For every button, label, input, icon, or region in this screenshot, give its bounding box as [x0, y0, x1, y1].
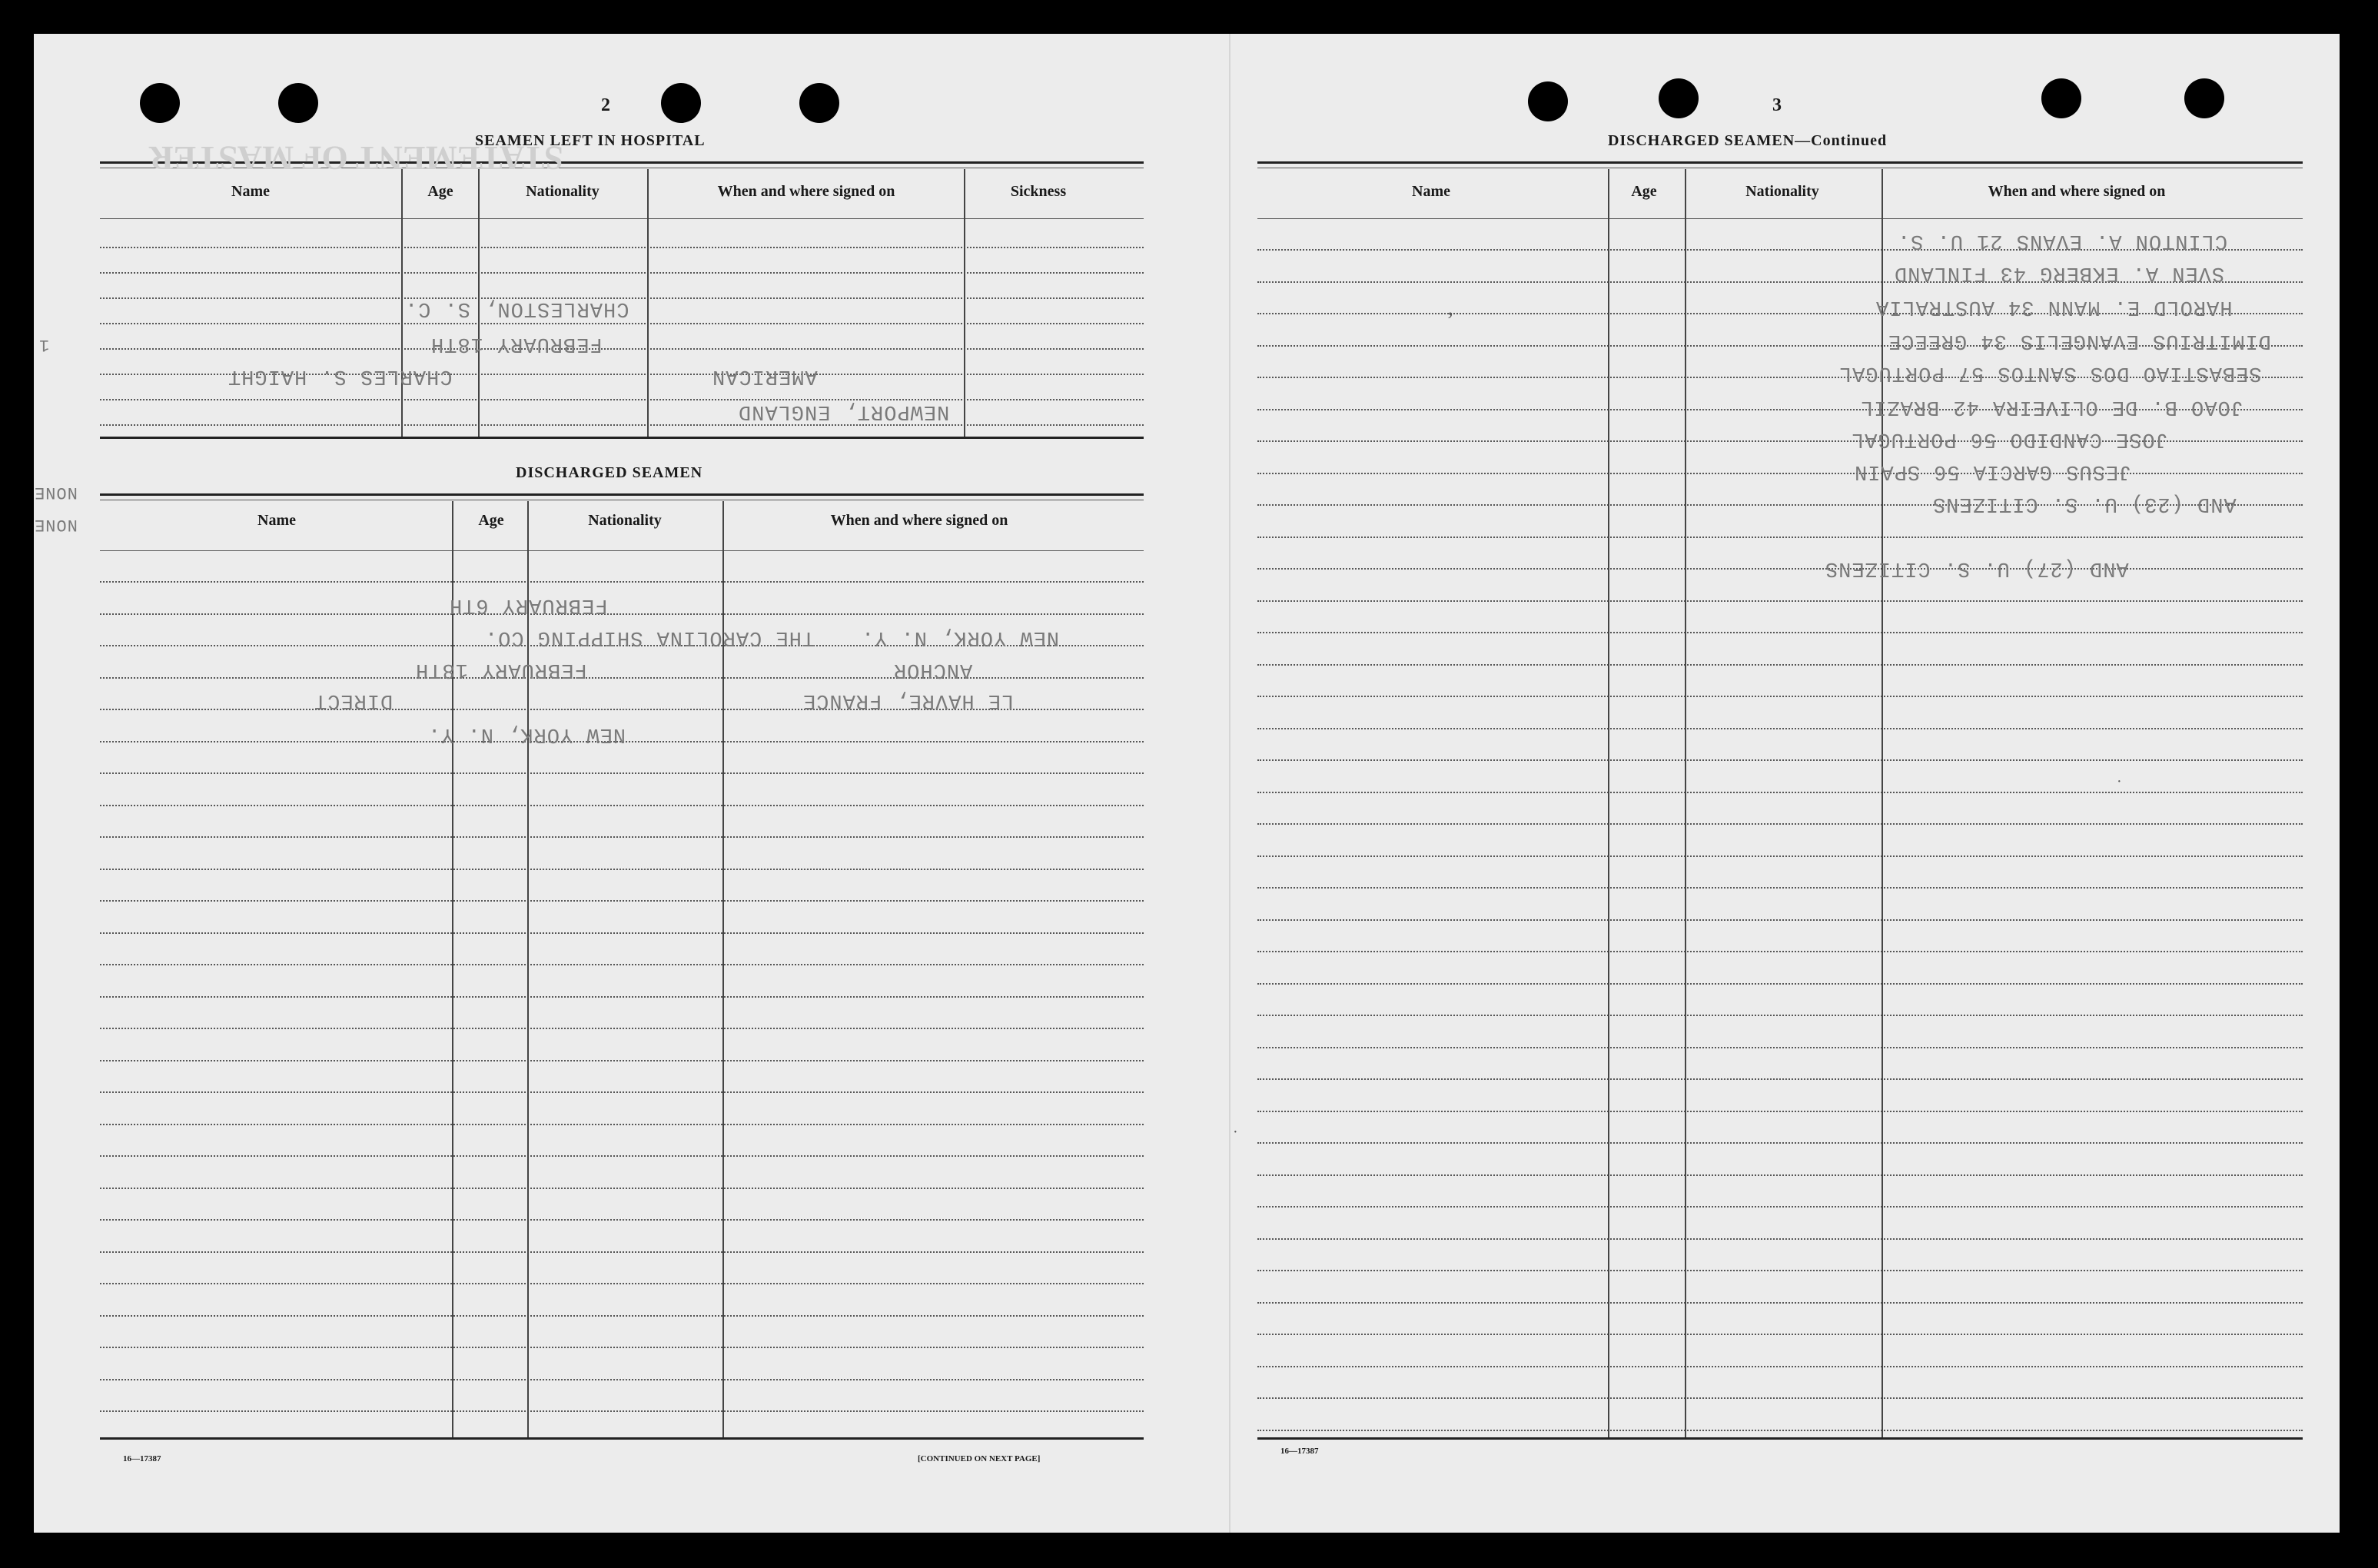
row-rule: [1257, 1015, 2303, 1016]
col-rule: [401, 169, 403, 437]
stray-mark: ·: [2117, 773, 2122, 790]
stray-mark: ’: [1446, 307, 1454, 333]
hospital-col-age: Age: [427, 183, 453, 200]
col-rule: [452, 501, 453, 1437]
footer-form-number-right: 16—17387: [1280, 1447, 1319, 1456]
row-rule: [100, 581, 1144, 583]
row-rule: [100, 613, 1144, 615]
punch-hole: [278, 83, 318, 123]
right-col-name: Name: [1412, 183, 1450, 200]
row-rule: [1257, 983, 2303, 985]
row-rule: [100, 1091, 1144, 1093]
row-rule: [100, 869, 1144, 870]
row-rule: [100, 1028, 1144, 1029]
col-rule: [647, 169, 649, 437]
row-rule: [100, 323, 1144, 324]
bleed-text: DIRECT: [314, 689, 394, 712]
bleed-text: THE CAROLINA SHIPPING CO.: [484, 626, 815, 649]
row-rule: [1257, 664, 2303, 666]
bleed-text: LE HAVRE, FRANCE: [802, 689, 1015, 712]
discharged-col-nationality: Nationality: [588, 512, 662, 529]
bleed-text: NEWPORT, ENGLAND: [738, 400, 950, 423]
row-rule: [1257, 1047, 2303, 1048]
row-rule: [1257, 887, 2303, 889]
row-rule: [1257, 1111, 2303, 1112]
row-rule: [100, 1379, 1144, 1380]
row-rule: [100, 1219, 1144, 1221]
row-rule: [100, 772, 1144, 774]
col-rule: [964, 169, 965, 437]
bleed-text: CHARLESTON, S. C.: [404, 297, 629, 320]
bleed-text: NEW YORK, N. Y.: [861, 626, 1060, 649]
row-rule: [1257, 855, 2303, 857]
bleed-text: FEBRUARY 18TH: [430, 332, 603, 355]
rule: [100, 550, 1144, 551]
row-rule: [100, 1124, 1144, 1125]
row-rule: [1257, 1397, 2303, 1399]
row-rule: [100, 348, 1144, 350]
page-number-left: 2: [601, 95, 610, 115]
right-col-nationality: Nationality: [1745, 183, 1819, 200]
bleed-text: JOAO B. DE OLIVEIRA 42 BRAZIL: [1860, 395, 2243, 418]
rule: [100, 218, 1144, 219]
bleed-text: FEBRUARY 6TH: [449, 593, 608, 616]
bleed-text: AMERICAN: [712, 364, 818, 387]
row-rule: [1257, 823, 2303, 825]
row-rule: [100, 900, 1144, 902]
discharged-continued-title: DISCHARGED SEAMEN—Continued: [1608, 132, 1888, 149]
row-rule: [1257, 1270, 2303, 1271]
hospital-col-nationality: Nationality: [526, 183, 599, 200]
page-fold: [1229, 34, 1231, 1533]
bleed-text: HAROLD E. MANN 34 AUSTRALIA: [1875, 295, 2233, 318]
col-rule: [1685, 169, 1686, 1437]
row-rule: [100, 1315, 1144, 1317]
row-rule: [1257, 473, 2303, 474]
bleed-text: 1: [38, 335, 50, 354]
row-rule: [100, 1060, 1144, 1061]
row-rule: [100, 964, 1144, 965]
punch-hole: [140, 83, 180, 123]
row-rule: [100, 996, 1144, 998]
row-rule: [100, 1155, 1144, 1157]
punch-hole: [661, 83, 701, 123]
rule: [1257, 161, 2303, 164]
row-rule: [1257, 919, 2303, 921]
punch-hole: [2184, 78, 2224, 118]
row-rule: [1257, 632, 2303, 633]
punch-hole: [1659, 78, 1699, 118]
rule: [100, 437, 1144, 439]
row-rule: [1257, 1302, 2303, 1304]
row-rule: [100, 1410, 1144, 1412]
row-rule: [1257, 1142, 2303, 1144]
row-rule: [1257, 951, 2303, 952]
hospital-col-name: Name: [231, 183, 270, 200]
row-rule: [100, 932, 1144, 934]
bleed-text: NEW YORK, N. Y.: [427, 723, 626, 746]
rule: [1257, 1437, 2303, 1440]
row-rule: [1257, 537, 2303, 538]
bleed-text: AND (27) U. S. CITIZENS: [1825, 556, 2129, 580]
bleed-text: CLINTON A. EVANS 21 U. S.: [1897, 229, 2228, 252]
bleed-text: NONE: [34, 483, 78, 502]
col-rule: [1881, 169, 1883, 1437]
rule: [1257, 218, 2303, 219]
row-rule: [100, 1188, 1144, 1189]
row-rule: [1257, 696, 2303, 697]
row-rule: [100, 247, 1144, 248]
row-rule: [1257, 1430, 2303, 1431]
row-rule: [1257, 1174, 2303, 1176]
row-rule: [1257, 568, 2303, 570]
bleed-text: DIMITRIUS EVANGELIS 34 GREECE: [1888, 329, 2271, 352]
row-rule: [1257, 1078, 2303, 1080]
hospital-col-signed-on: When and where signed on: [717, 183, 895, 200]
faint-header-ghost: STATEMENT OF MASTER: [149, 139, 563, 177]
document-sheet: [34, 34, 2340, 1533]
stray-mark: ·: [1233, 1124, 1238, 1141]
bleed-text: SEBASTIAO DOS SANTOS 57 PORTUGAL: [1838, 361, 2262, 384]
row-rule: [100, 272, 1144, 274]
bleed-text: CHARLES S. HAIGHT: [228, 364, 453, 387]
footer-form-number-left: 16—17387: [123, 1454, 161, 1463]
hospital-section-title: SEAMEN LEFT IN HOSPITAL: [475, 132, 706, 149]
row-rule: [1257, 728, 2303, 729]
row-rule: [100, 424, 1144, 426]
right-col-signed-on: When and where signed on: [1988, 183, 2166, 200]
punch-hole: [1528, 81, 1568, 121]
row-rule: [1257, 1366, 2303, 1367]
rule: [100, 493, 1144, 496]
row-rule: [1257, 792, 2303, 793]
page-number-right: 3: [1772, 95, 1782, 115]
bleed-text: SVEN A. EKBERG 43 FINLAND: [1894, 261, 2225, 284]
punch-hole: [2041, 78, 2081, 118]
bleed-text: NONE: [34, 515, 78, 534]
bleed-text: AND (23) U. S. CITIZENS: [1932, 492, 2237, 515]
row-rule: [1257, 759, 2303, 761]
footer-continued: [CONTINUED ON NEXT PAGE]: [918, 1454, 1041, 1463]
discharged-col-signed-on: When and where signed on: [830, 512, 1008, 529]
row-rule: [100, 399, 1144, 400]
hospital-col-sickness: Sickness: [1010, 183, 1067, 200]
bleed-text: ANCHOR: [893, 658, 973, 681]
bleed-text: FEBRUARY 18TH: [415, 658, 587, 681]
col-rule: [1608, 169, 1609, 1437]
row-rule: [100, 1347, 1144, 1348]
discharged-section-title: DISCHARGED SEAMEN: [516, 464, 703, 481]
row-rule: [1257, 600, 2303, 602]
discharged-col-name: Name: [257, 512, 296, 529]
bleed-text: JESUS GARCIA 56 SPAIN: [1854, 460, 2132, 483]
right-col-age: Age: [1631, 183, 1657, 200]
row-rule: [100, 836, 1144, 838]
rule: [100, 1437, 1144, 1440]
row-rule: [100, 677, 1144, 679]
bleed-text: JOSE CANDIDO 56 PORTUGAL: [1851, 427, 2168, 450]
row-rule: [100, 805, 1144, 806]
row-rule: [100, 1251, 1144, 1253]
row-rule: [100, 1283, 1144, 1284]
row-rule: [1257, 1238, 2303, 1240]
punch-hole: [799, 83, 839, 123]
row-rule: [1257, 1334, 2303, 1335]
discharged-col-age: Age: [478, 512, 504, 529]
row-rule: [1257, 1206, 2303, 1208]
